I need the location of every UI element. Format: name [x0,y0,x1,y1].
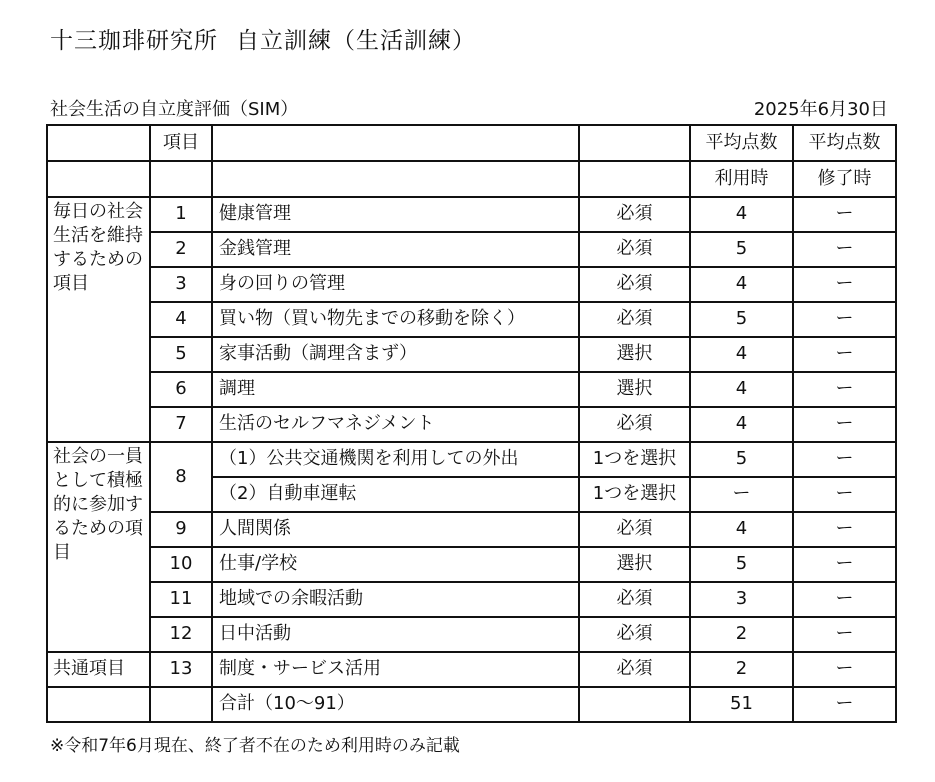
score-use: ー [690,477,793,512]
score-use: 5 [690,442,793,477]
item-requirement: 1つを選択 [579,477,690,512]
score-use: 4 [690,512,793,547]
table-row [47,617,896,652]
score-completion: ー [793,442,896,477]
score-completion: ー [793,337,896,372]
table-row [47,197,896,232]
score-completion: ー [793,617,896,652]
score-use: 4 [690,372,793,407]
item-requirement: 必須 [579,617,690,652]
score-use: 4 [690,197,793,232]
score-use: 4 [690,337,793,372]
item-requirement: 必須 [579,512,690,547]
header-avg-use: 平均点数 [690,125,793,161]
total-label: 合計（10〜91） [212,687,579,722]
table-row [47,267,896,302]
category-daily: 毎日の社会生活を維持するための項目 [47,197,150,442]
score-completion: ー [793,512,896,547]
header-avg-done: 平均点数 [793,125,896,161]
item-requirement: 1つを選択 [579,442,690,477]
item-requirement: 必須 [579,197,690,232]
score-use: 2 [690,652,793,687]
item-number: 9 [150,512,212,547]
table-row [47,407,896,442]
score-use: 2 [690,617,793,652]
item-name: 制度・サービス活用 [212,652,579,687]
table-row [47,337,896,372]
score-completion: ー [793,372,896,407]
item-requirement: 必須 [579,582,690,617]
item-name: 金銭管理 [212,232,579,267]
item-requirement: 必須 [579,652,690,687]
table-row [47,582,896,617]
score-completion: ー [793,407,896,442]
score-use: 4 [690,267,793,302]
item-requirement: 選択 [579,547,690,582]
score-completion: ー [793,197,896,232]
item-name: （1）公共交通機関を利用しての外出 [212,442,579,477]
score-completion: ー [793,232,896,267]
program-name: 自立訓練（生活訓練） [236,28,476,54]
item-name: （2）自動車運転 [212,477,579,512]
score-completion: ー [793,547,896,582]
score-use: 4 [690,407,793,442]
item-number: 7 [150,407,212,442]
item-name: 買い物（買い物先までの移動を除く） [212,302,579,337]
score-completion: ー [793,302,896,337]
item-name: 日中活動 [212,617,579,652]
item-number: 5 [150,337,212,372]
page-title [50,22,476,55]
table-header-row [47,125,896,161]
item-requirement: 必須 [579,232,690,267]
score-use: 5 [690,232,793,267]
item-requirement: 必須 [579,267,690,302]
item-number: 13 [150,652,212,687]
item-number: 1 [150,197,212,232]
total-completion: ー [793,687,896,722]
item-number: 8 [150,442,212,512]
item-name: 家事活動（調理含まず） [212,337,579,372]
table-row [47,232,896,267]
header-item: 項目 [150,125,212,161]
header-at-use: 利用時 [690,161,793,197]
total-row [47,687,896,722]
score-use: 5 [690,302,793,337]
table-row [47,547,896,582]
organization-name: 十三珈琲研究所 [50,28,218,54]
footnote: ※令和7年6月現在、終了者不在のため利用時のみ記載 [50,736,460,756]
score-completion: ー [793,582,896,617]
item-name: 調理 [212,372,579,407]
item-requirement: 選択 [579,372,690,407]
category-social: 社会の一員として積極的に参加するための項目 [47,442,150,652]
item-name: 健康管理 [212,197,579,232]
table-row [47,442,896,477]
item-number: 6 [150,372,212,407]
item-requirement: 選択 [579,337,690,372]
score-use: 5 [690,547,793,582]
category-common: 共通項目 [47,652,150,687]
item-name: 地域での余暇活動 [212,582,579,617]
item-requirement: 必須 [579,302,690,337]
table-row [47,512,896,547]
item-name: 仕事/学校 [212,547,579,582]
item-number: 2 [150,232,212,267]
score-completion: ー [793,652,896,687]
item-number: 4 [150,302,212,337]
item-number: 3 [150,267,212,302]
item-number: 11 [150,582,212,617]
item-number: 12 [150,617,212,652]
table-title: 社会生活の自立度評価（SIM） [50,99,299,120]
report-date: 2025年6月30日 [753,99,888,120]
item-number: 10 [150,547,212,582]
item-name: 身の回りの管理 [212,267,579,302]
total-use: 51 [690,687,793,722]
score-use: 3 [690,582,793,617]
table-header-row-2 [47,161,896,197]
sim-table [46,124,897,723]
table-row [47,652,896,687]
header-at-completion: 修了時 [793,161,896,197]
score-completion: ー [793,477,896,512]
score-completion: ー [793,267,896,302]
item-name: 生活のセルフマネジメント [212,407,579,442]
table-row [47,372,896,407]
table-row [47,302,896,337]
item-requirement: 必須 [579,407,690,442]
item-name: 人間関係 [212,512,579,547]
